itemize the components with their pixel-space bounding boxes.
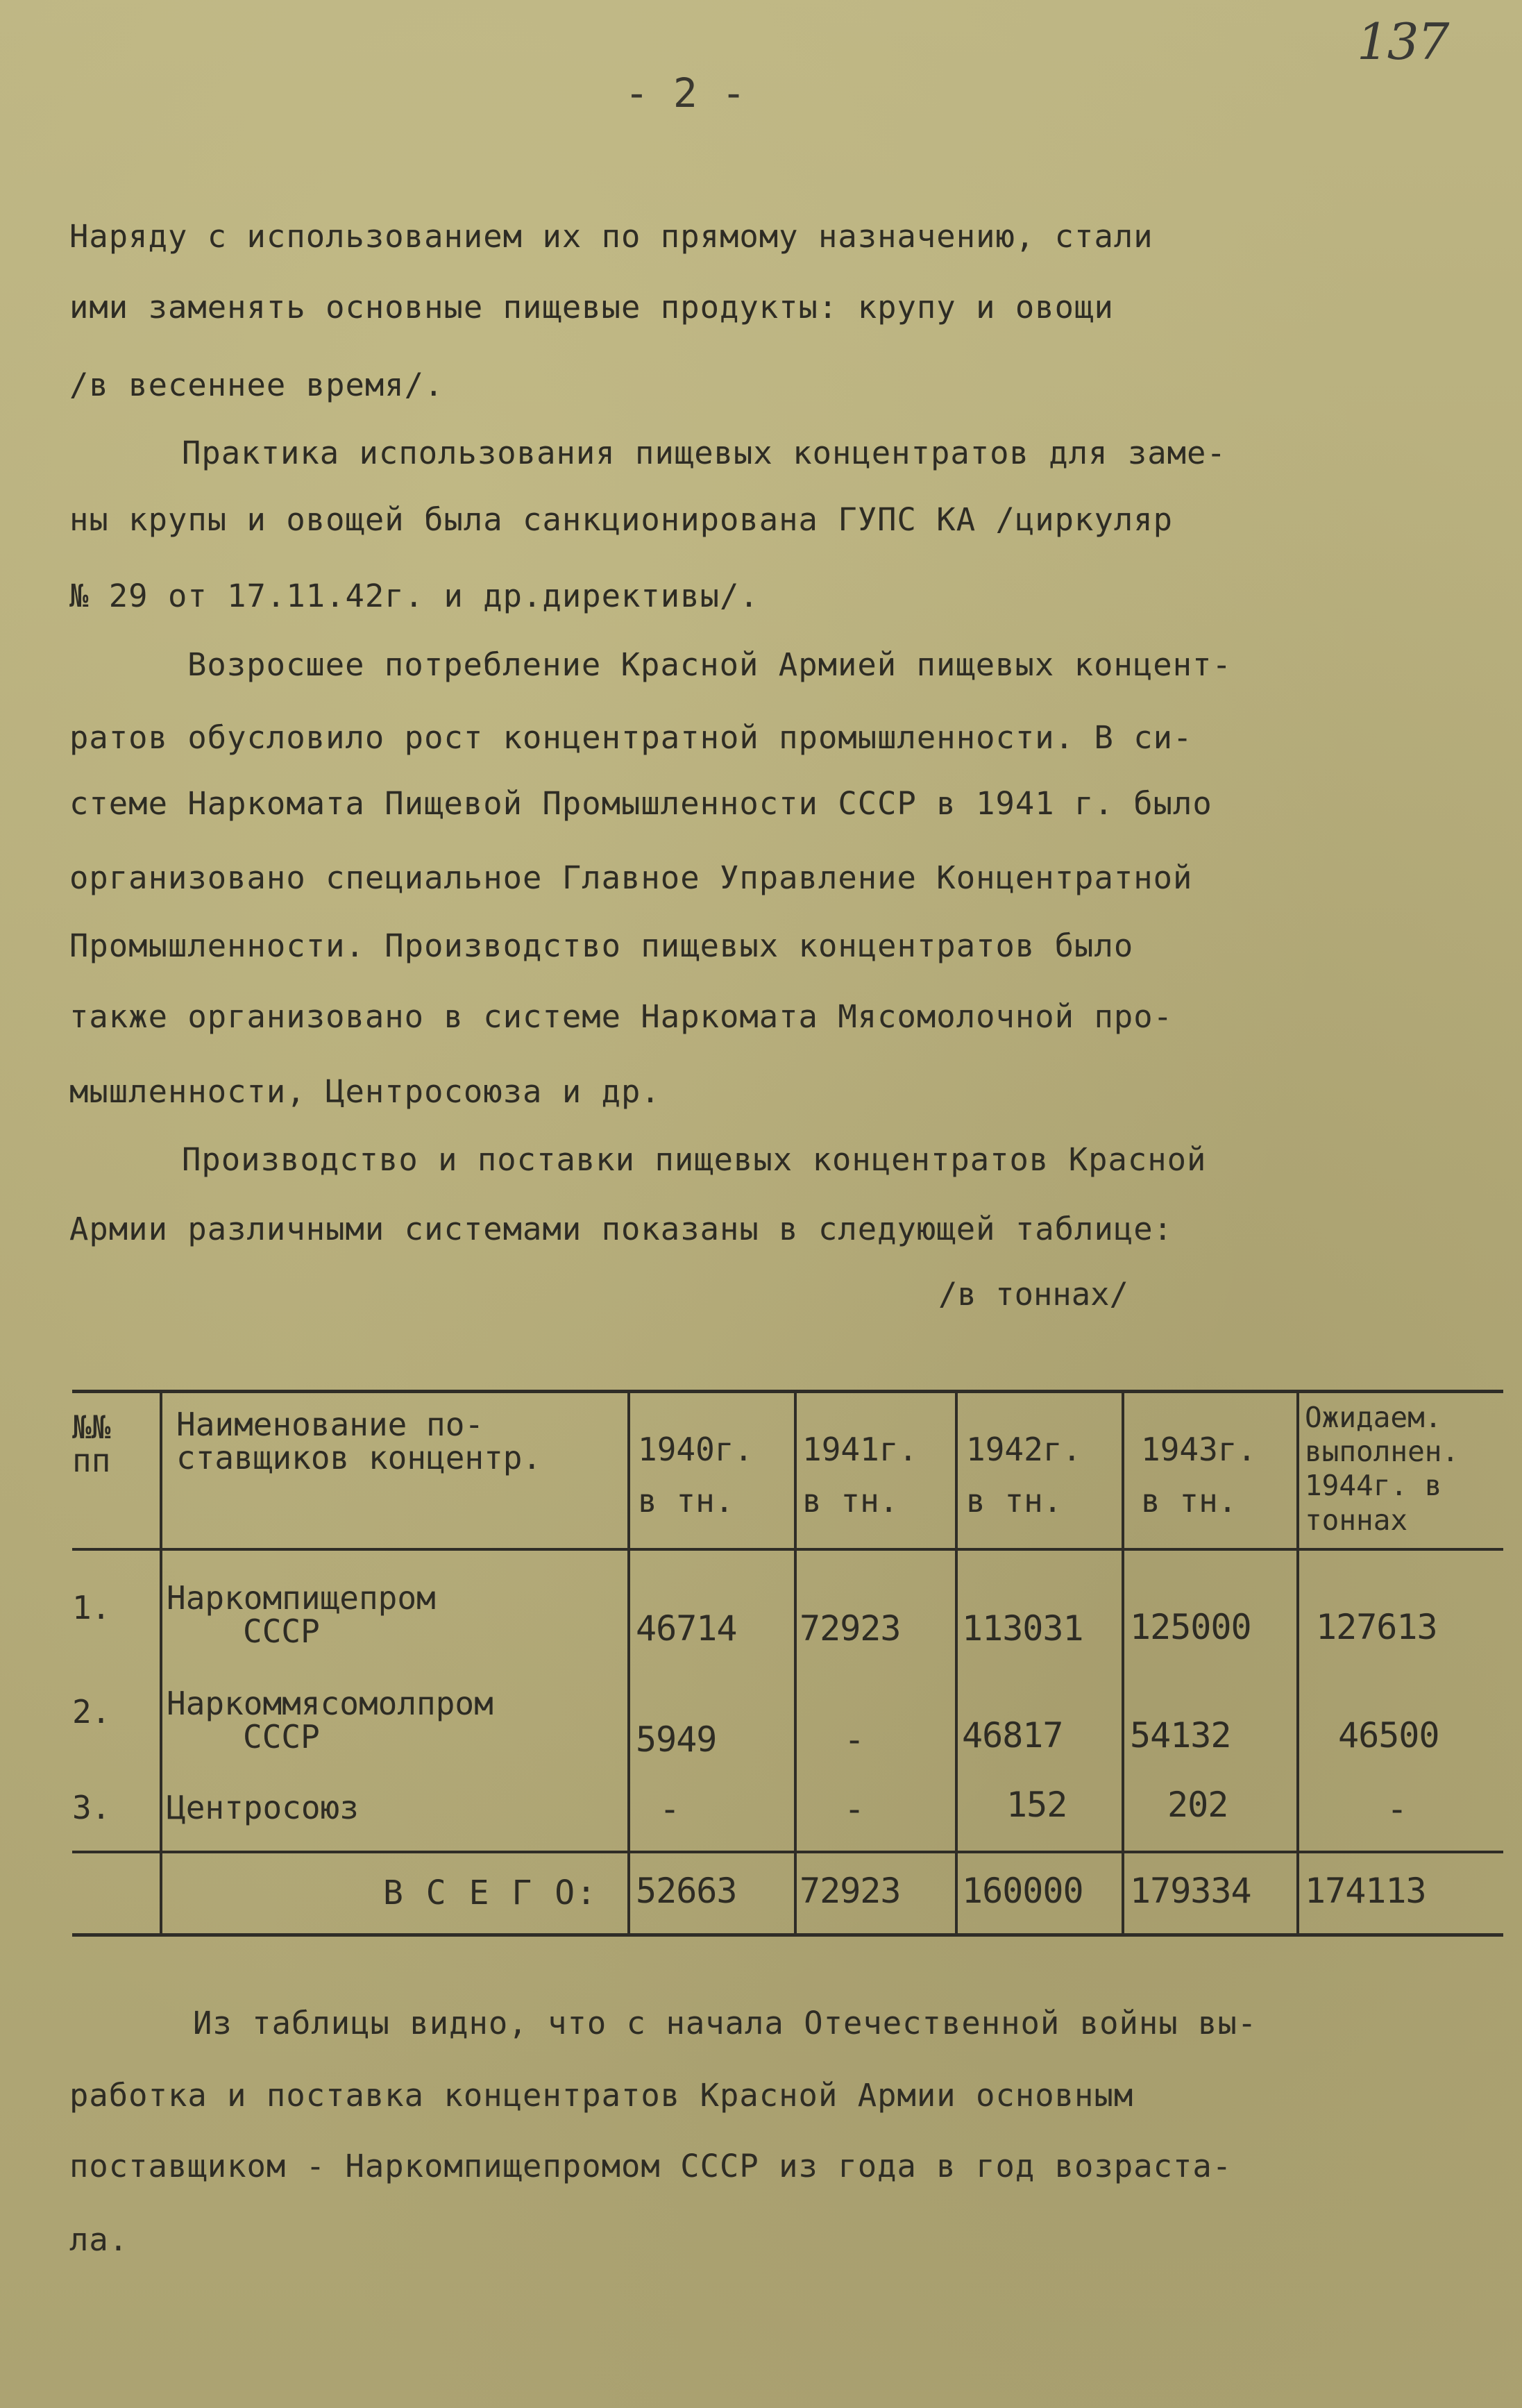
name-line: СССР bbox=[243, 1718, 320, 1756]
text-line: поставщиком - Наркомпищепромом СССР из года в год возраста- bbox=[69, 2148, 1233, 2184]
header-num bbox=[72, 1408, 111, 1480]
header-line: 1942г. bbox=[966, 1431, 1082, 1468]
header-line: 1944г. в bbox=[1305, 1469, 1442, 1503]
header-line: в тн. bbox=[966, 1481, 1063, 1519]
header-1943 bbox=[1141, 1424, 1256, 1526]
total-1943: 179334 bbox=[1130, 1871, 1251, 1911]
text-line: ны крупы и овощей была санкционирована ГУПС КА /циркуляр bbox=[69, 501, 1174, 538]
folio-number: 137 bbox=[1357, 12, 1448, 71]
text-line: Возросшее потребление Красной Армией пищевых концент- bbox=[187, 646, 1232, 683]
table-rule bbox=[1296, 1390, 1299, 1937]
header-line: Ожидаем. bbox=[1305, 1401, 1442, 1434]
total-1942: 160000 bbox=[962, 1871, 1083, 1911]
row2-name bbox=[167, 1687, 493, 1754]
page-number: - 2 - bbox=[625, 69, 746, 117]
header-1940 bbox=[638, 1424, 753, 1526]
unit-note: /в тоннах/ bbox=[938, 1276, 1128, 1313]
header-1941 bbox=[802, 1424, 918, 1526]
name-line: Наркоммясомолпром bbox=[167, 1685, 493, 1722]
name-line: СССР bbox=[243, 1613, 320, 1651]
header-line: №№ bbox=[72, 1408, 111, 1446]
table-rule bbox=[1122, 1390, 1124, 1937]
text-line: стеме Наркомата Пищевой Промышленности СССР в 1941 г. было bbox=[69, 785, 1212, 822]
header-line: пп bbox=[72, 1442, 111, 1480]
row1-name bbox=[167, 1581, 436, 1649]
row2-1940: 5949 bbox=[636, 1719, 717, 1760]
table-rule bbox=[72, 1933, 1503, 1937]
text-line: ратов обусловило рост концентратной промышленности. В си- bbox=[69, 719, 1193, 756]
table-rule bbox=[72, 1851, 1503, 1853]
row3-1942: 152 bbox=[1006, 1785, 1067, 1825]
row3-name: Центросоюз bbox=[167, 1789, 359, 1826]
text-line: Армии различными системами показаны в следующей таблице: bbox=[69, 1211, 1174, 1247]
row1-1941: 72923 bbox=[800, 1608, 901, 1649]
text-line: мышленности, Центросоюза и др. bbox=[69, 1073, 661, 1110]
row2-1943: 54132 bbox=[1130, 1715, 1231, 1756]
table-rule bbox=[72, 1390, 1503, 1393]
text-line: ла. bbox=[69, 2221, 129, 2258]
header-line: выполнен. bbox=[1305, 1435, 1460, 1469]
supply-table bbox=[72, 1390, 1503, 1939]
table-rule bbox=[955, 1390, 958, 1937]
text-line: № 29 от 17.11.42г. и др.директивы/. bbox=[69, 578, 759, 614]
row3-num: 3. bbox=[72, 1789, 111, 1826]
table-rule bbox=[72, 1548, 1503, 1551]
text-line: Наряду с использованием их по прямому назначению, стали bbox=[69, 218, 1153, 255]
total-label: В С Е Г О: bbox=[383, 1874, 598, 1912]
text-line: организовано специальное Главное Управление Концентратной bbox=[69, 859, 1193, 896]
row3-1943: 202 bbox=[1167, 1785, 1228, 1825]
header-line: в тн. bbox=[802, 1481, 899, 1519]
header-line: в тн. bbox=[638, 1481, 734, 1519]
row3-1944: - bbox=[1387, 1789, 1407, 1829]
row3-1941: - bbox=[844, 1789, 865, 1829]
total-1940: 52663 bbox=[636, 1871, 737, 1911]
header-name bbox=[176, 1408, 541, 1475]
text-line: Производство и поставки пищевых концентратов Красной bbox=[182, 1141, 1207, 1178]
header-line: Наименование по- bbox=[176, 1406, 484, 1443]
total-1941: 72923 bbox=[800, 1871, 901, 1911]
header-line: 1941г. bbox=[802, 1431, 918, 1468]
row2-1941: - bbox=[844, 1719, 865, 1760]
header-1942 bbox=[966, 1424, 1081, 1526]
row1-1940: 46714 bbox=[636, 1608, 737, 1649]
table-rule bbox=[627, 1390, 630, 1937]
header-line: тоннах bbox=[1305, 1503, 1408, 1537]
text-line: Из таблицы видно, что с начала Отечественной войны вы- bbox=[193, 2005, 1258, 2041]
text-line: работка и поставка концентратов Красной Армии основным bbox=[69, 2077, 1134, 2114]
header-line: 1943г. bbox=[1141, 1431, 1257, 1468]
row1-1943: 125000 bbox=[1130, 1607, 1251, 1647]
row1-1942: 113031 bbox=[962, 1608, 1083, 1649]
table-rule bbox=[794, 1390, 797, 1937]
text-line: ими заменять основные пищевые продукты: крупу и овощи bbox=[69, 289, 1114, 326]
header-line: 1940г. bbox=[638, 1431, 754, 1468]
row1-num: 1. bbox=[72, 1589, 111, 1626]
header-line: ставщиков концентр. bbox=[176, 1439, 542, 1477]
text-line: /в весеннее время/. bbox=[69, 367, 444, 403]
text-line: Практика использования пищевых концентратов для заме- bbox=[182, 435, 1226, 471]
row1-1944: 127613 bbox=[1316, 1607, 1437, 1647]
total-1944: 174113 bbox=[1305, 1871, 1426, 1911]
row2-1944: 46500 bbox=[1338, 1715, 1439, 1756]
header-1944 bbox=[1305, 1401, 1459, 1538]
text-line: Промышленности. Производство пищевых концентратов было bbox=[69, 927, 1134, 964]
row3-1940: - bbox=[659, 1789, 680, 1829]
name-line: Наркомпищепром bbox=[167, 1579, 436, 1617]
row2-num: 2. bbox=[72, 1693, 111, 1731]
header-line: в тн. bbox=[1141, 1481, 1237, 1519]
table-rule bbox=[160, 1390, 162, 1937]
row2-1942: 46817 bbox=[962, 1715, 1063, 1756]
text-line: также организовано в системе Наркомата Мясомолочной про- bbox=[69, 998, 1174, 1035]
